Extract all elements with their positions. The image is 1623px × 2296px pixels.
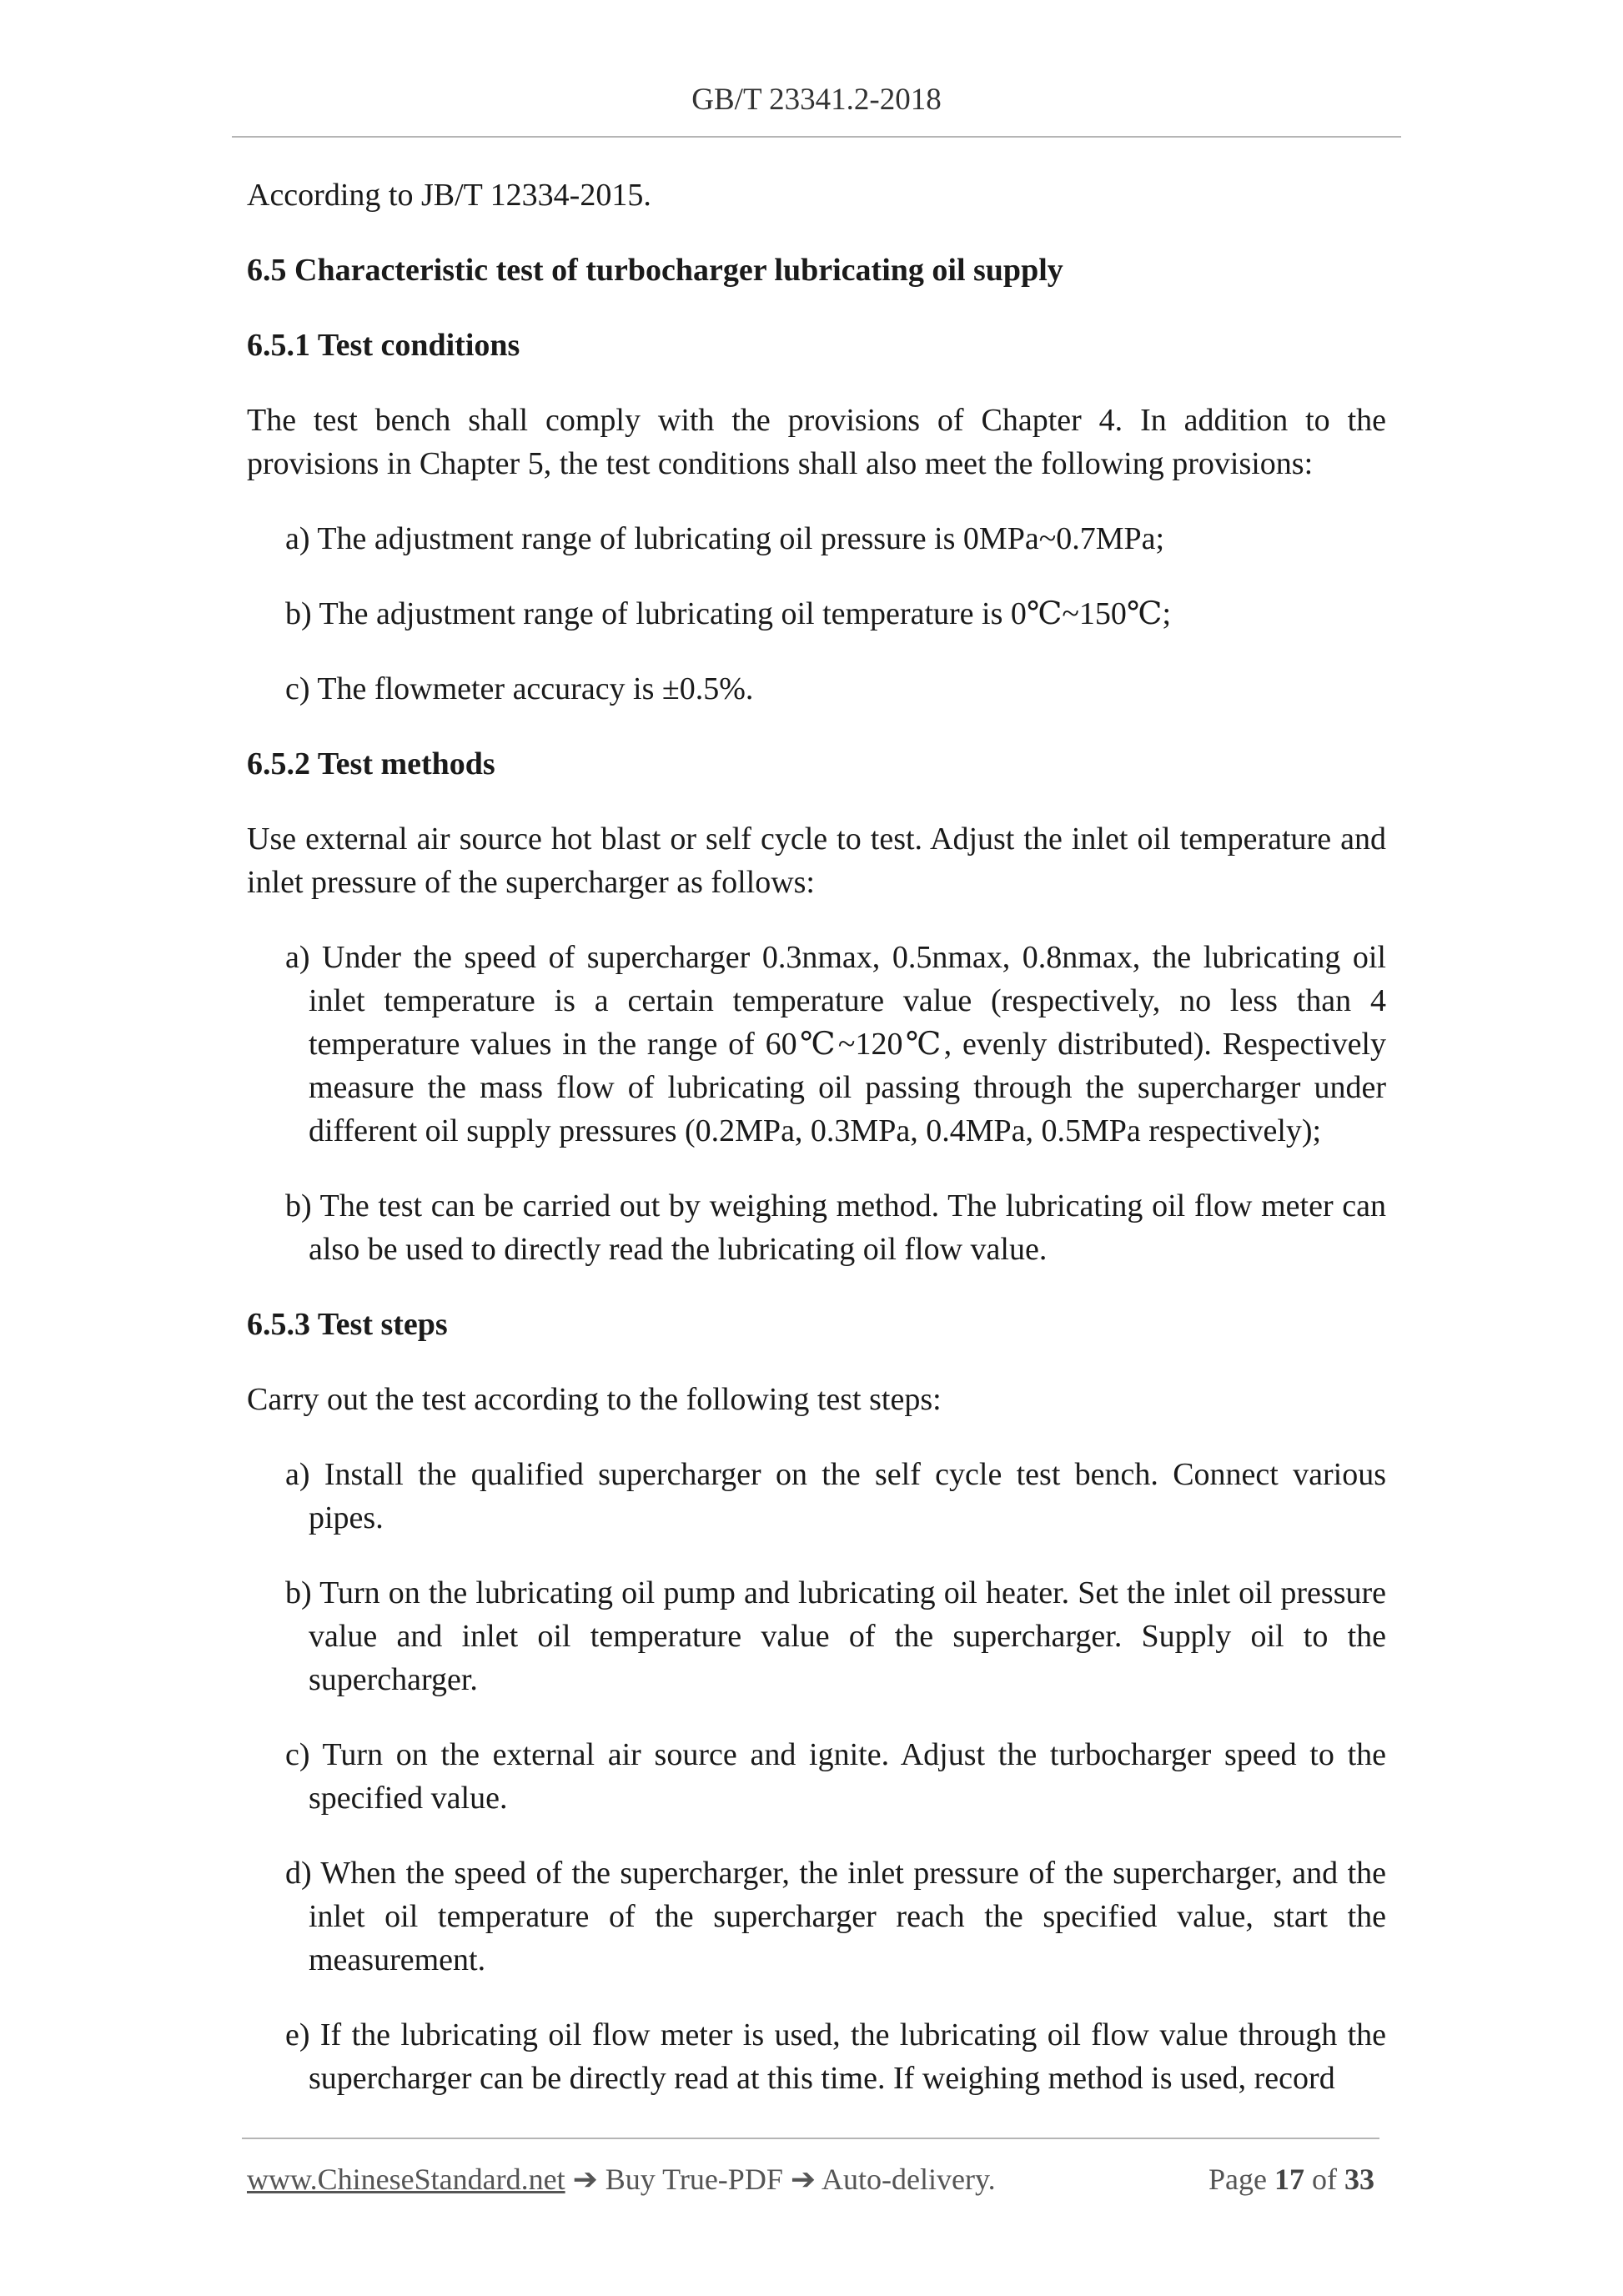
header-divider <box>232 136 1401 138</box>
section-6-5-1-paragraph: The test bench shall comply with the provisions of Chapter 4. In addition to the provisions in Chapter 5, the test conditions shall also meet the following provisions: <box>247 403 1386 481</box>
page-label: Page <box>1208 2163 1267 2196</box>
page-header <box>232 82 1401 118</box>
list-item: d) When the speed of the supercharger, the inlet pressure of the supercharger, and the inlet oil temperature of the supercharger reach the specified value, start the measurement. <box>285 1856 1386 1977</box>
list-item: e) If the lubricating oil flow meter is used, the lubricating oil flow value through the supercharger can be directly read at this time. If weighing method is used, record <box>285 2017 1386 2096</box>
footer-promo <box>247 2160 996 2198</box>
section-6-5-2-paragraph: Use external air source hot blast or self cycle to test. Adjust the inlet oil temperature and inlet pressure of the supercharger as follows: <box>247 821 1386 900</box>
section-heading-6-5-2: 6.5.2 Test methods <box>247 746 495 781</box>
list-item: b) Turn on the lubricating oil pump and lubricating oil heater. Set the inlet oil pressure value and inlet oil temperature value of the supercharger. Supply oil to the supercharger. <box>285 1575 1386 1697</box>
list-item: a) The adjustment range of lubricating oil pressure is 0MPa~0.7MPa; <box>285 521 1165 556</box>
page-number <box>1208 2160 1374 2198</box>
list-item: c) The flowmeter accuracy is ±0.5%. <box>285 671 754 706</box>
page-of: of <box>1312 2163 1337 2196</box>
list-item: a) Install the qualified supercharger on the self cycle test bench. Connect various pipes. <box>285 1457 1386 1535</box>
page-current: 17 <box>1274 2163 1304 2196</box>
section-heading-6-5: 6.5 Characteristic test of turbocharger lubricating oil supply <box>247 253 1063 288</box>
page-content <box>247 173 1386 2100</box>
intro-paragraph: According to JB/T 12334-2015. <box>247 178 651 213</box>
section-heading-6-5-1: 6.5.1 Test conditions <box>247 328 520 363</box>
list-item: c) Turn on the external air source and ignite. Adjust the turbocharger speed to the specified value. <box>285 1737 1386 1816</box>
page-total: 33 <box>1344 2163 1374 2196</box>
footer-divider <box>242 2138 1379 2139</box>
list-item: b) The test can be carried out by weighing method. The lubricating oil flow meter can also be used to directly read the lubricating oil flow value. <box>285 1188 1386 1267</box>
list-item: a) Under the speed of supercharger 0.3nmax, 0.5nmax, 0.8nmax, the lubricating oil inlet temperature is a certain temperature value (respectively, no less than 4 temperature values in the range of 60℃~120℃, evenly distributed). Respectively measure the mass flow of lubricating oil passing through the supercharger under different oil supply pressures (0.2MPa, 0.3MPa, 0.4MPa, 0.5MPa respectively); <box>285 940 1386 1148</box>
list-item: b) The adjustment range of lubricating oil temperature is 0℃~150℃; <box>285 596 1171 631</box>
site-link[interactable]: www.ChineseStandard.net <box>247 2163 565 2196</box>
section-heading-6-5-3: 6.5.3 Test steps <box>247 1307 448 1342</box>
section-6-5-3-paragraph: Carry out the test according to the following test steps: <box>247 1382 942 1417</box>
standard-code: GB/T 23341.2-2018 <box>691 83 942 117</box>
footer-tagline: ➔ Buy True-PDF ➔ Auto-delivery. <box>565 2163 996 2196</box>
